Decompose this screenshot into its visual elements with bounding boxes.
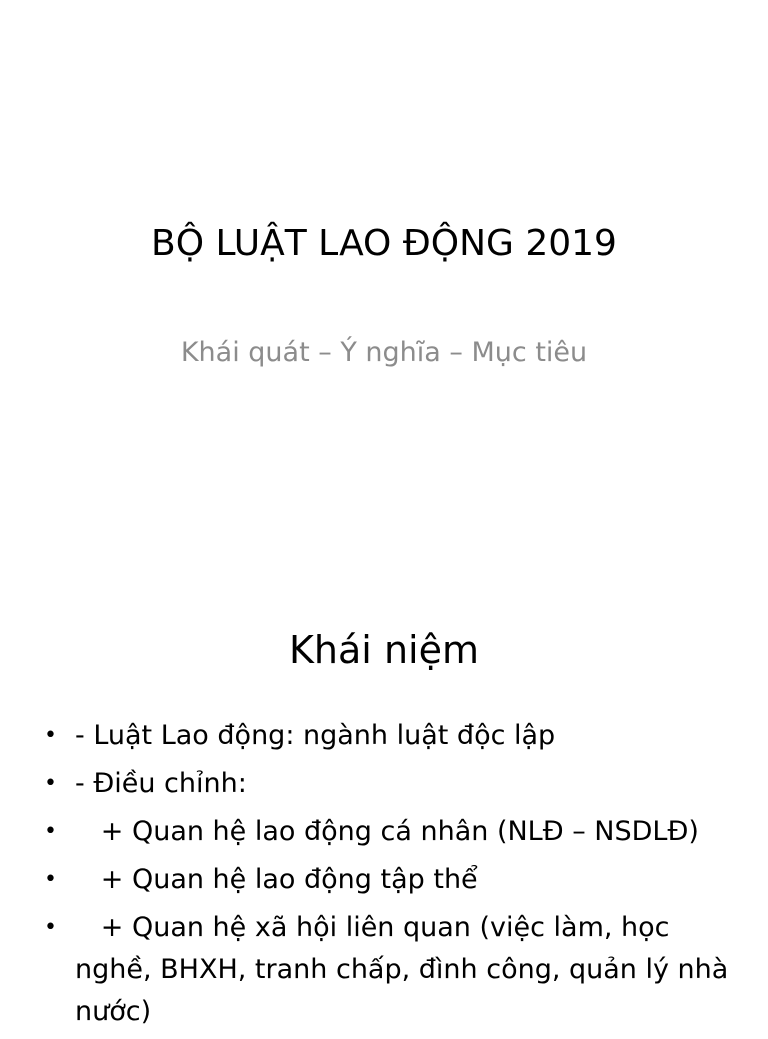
content-slide <box>0 512 768 1027</box>
bullet-icon: • <box>44 819 57 844</box>
list-item-text: + Quan hệ lao động cá nhân (NLĐ – NSDLĐ) <box>75 816 699 847</box>
bullet-icon: • <box>44 915 57 940</box>
title-slide <box>0 0 768 512</box>
list-item-text: - Điều chỉnh: <box>75 768 247 799</box>
slide-title: Khái niệm <box>289 628 479 672</box>
bullet-list <box>40 715 737 1039</box>
list-item-text: + Quan hệ xã hội liên quan (việc làm, học nghề, BHXH, tranh chấp, đình công, quản lý nhà nước) <box>75 912 737 1027</box>
list-item <box>40 907 737 1033</box>
bullet-icon: • <box>44 723 57 748</box>
list-item <box>40 715 730 757</box>
list-item-text: + Quan hệ lao động tập thể <box>75 864 478 895</box>
bullet-icon: • <box>44 867 57 892</box>
list-item <box>40 763 730 805</box>
list-item-text: - Luật Lao động: ngành luật độc lập <box>75 720 556 751</box>
list-item <box>40 811 730 853</box>
list-item <box>40 859 730 901</box>
bullet-icon: • <box>44 771 57 796</box>
slide-title: BỘ LUẬT LAO ĐỘNG 2019 <box>151 223 617 264</box>
slide-subtitle: Khái quát – Ý nghĩa – Mục tiêu <box>180 337 588 368</box>
